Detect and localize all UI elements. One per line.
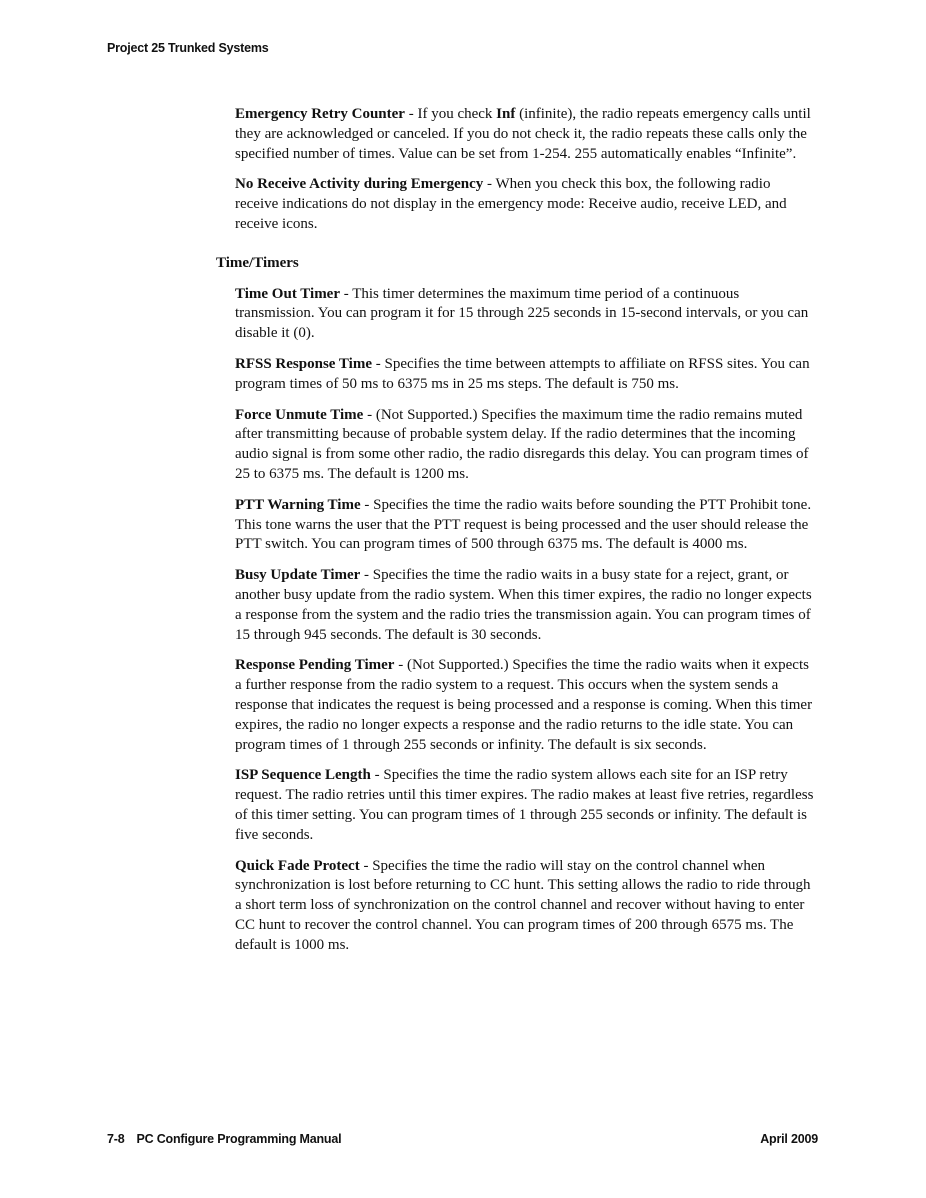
footer-date: April 2009 [760, 1132, 818, 1146]
paragraph-text: - If you check [404, 106, 497, 122]
paragraph-time-out-timer [235, 285, 817, 344]
term-inf: Inf [496, 106, 516, 122]
term-emergency-retry-counter: Emergency Retry Counter [235, 106, 405, 122]
paragraph-no-receive-activity [235, 175, 817, 234]
term-ptt-warning-time: PTT Warning Time [235, 496, 361, 513]
document-body [216, 105, 817, 966]
term-rfss-response-time: RFSS Response Time [235, 355, 372, 372]
paragraph-force-unmute-time [235, 406, 817, 485]
paragraph-text: - Specifies the time the radio waits before sounding the PTT Prohibit tone. This tone warns the user that the PTT request is being processed and the user should release the PTT switch. You can program times of 500 through 6375 ms. The default is 4000 ms. [235, 496, 812, 553]
footer-left [107, 1132, 341, 1146]
term-isp-sequence-length: ISP Sequence Length [235, 767, 371, 784]
paragraph-text: - Specifies the time the radio system allows each site for an ISP retry request. The radio retries until this timer expires. The radio makes at least five retries, regardless of this timer setting. You can program times of 1 through 255 seconds or infinity. The default is five seconds. [235, 767, 814, 843]
running-header: Project 25 Trunked Systems [107, 41, 269, 55]
paragraph-text: - Specifies the time between attempts to affiliate on RFSS sites. You can program times of 50 ms to 6375 ms in 25 ms steps. The default is 750 ms. [235, 355, 810, 392]
paragraph-isp-sequence-length [235, 766, 817, 845]
paragraph-text: - When you check this box, the following radio receive indications do not display in the emergency mode: Receive audio, receive LED, and receive icons. [235, 176, 787, 232]
paragraph-busy-update-timer [235, 566, 817, 645]
section-heading-time-timers: Time/Timers [216, 254, 299, 271]
page-number: 7-8 [107, 1132, 125, 1146]
paragraph-emergency-retry-counter [235, 105, 817, 164]
paragraph-text: - (Not Supported.) Specifies the time the radio waits when it expects a further response from the radio system to a request. This occurs when the system sends a response that indicates the request is being processed and a response is coming. When this timer expires, the radio no longer expects a response and the radio returns to the idle state. You can program times of 1 through 255 seconds or infinity. The default is six seconds. [235, 657, 813, 753]
term-no-receive-activity: No Receive Activity during Emergency [235, 176, 484, 193]
paragraph-text: - This timer determines the maximum time period of a continuous transmission. You can program it for 15 through 225 seconds in 15-second intervals, or you can disable it (0). [235, 285, 809, 342]
paragraph-text: (infinite), the radio repeats emergency calls until they are acknowledged or canceled. If you do not check it, the radio repeats these calls only the specified number of times. Value can be set from 1-254. 255 automatically enables “Infinite”. [235, 106, 811, 162]
paragraph-text: - Specifies the time the radio waits in a busy state for a reject, grant, or another busy update from the radio system. When this timer expires, the radio no longer expects a response from the system and the radio tries the transmission again. You can program times of 15 through 945 seconds. The default is 30 seconds. [235, 567, 812, 643]
paragraph-response-pending-timer [235, 656, 817, 755]
paragraph-text: - (Not Supported.) Specifies the maximum time the radio remains muted after transmitting because of probable system delay. If the radio determines that the incoming audio signal is from some other radio, the radio disregards this delay. You can program times of 25 to 6375 ms. The default is 1200 ms. [235, 406, 809, 482]
term-quick-fade-protect: Quick Fade Protect [235, 857, 360, 874]
term-time-out-timer: Time Out Timer [235, 285, 340, 302]
paragraph-quick-fade-protect [235, 857, 817, 956]
paragraph-rfss-response-time [235, 355, 817, 395]
paragraph-ptt-warning-time [235, 496, 817, 555]
term-force-unmute-time: Force Unmute Time [235, 406, 364, 423]
term-busy-update-timer: Busy Update Timer [235, 567, 361, 584]
paragraph-text: - Specifies the time the radio will stay on the control channel when synchronization is lost before returning to CC hunt. This setting allows the radio to ride through a short term loss of synchronization on the control channel and recover without having to enter CC hunt to recover the control channel. You can program times of 200 through 6575 ms. The default is 1000 ms. [235, 857, 811, 953]
term-response-pending-timer: Response Pending Timer [235, 657, 395, 674]
manual-title: PC Configure Programming Manual [136, 1132, 342, 1146]
